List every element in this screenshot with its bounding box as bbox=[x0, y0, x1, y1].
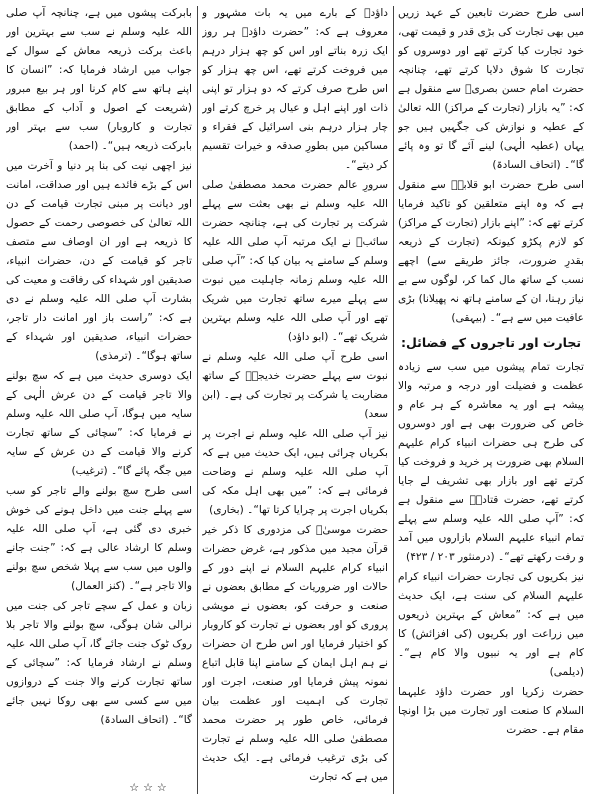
paragraph: حضرت زکریا اور حضرت داؤد علیہما السلام کا صنعت اور تجارت میں بڑا اونچا مقام ہے۔ حضرت bbox=[398, 686, 584, 736]
paragraph: نیز آپ صلی اللہ علیہ وسلم نے اجرت پر بکریاں چرائی ہیں، ایک حدیث میں ہے کہ آپ صلی اللہ علیہ وسلم نے وضاحت فرمائی ہے کہ: ”میں بھی اہل مکہ کی بکریاں اجرت پر چرایا کرتا تھا“۔ (بخاری) bbox=[202, 428, 388, 516]
paragraph: سرورِ عالم حضرت محمد مصطفیٰ صلی اللہ علیہ وسلم نے بھی بعثت سے پہلے شرکت پر تجارت کی ہے، چنانچہ حضرت سائبؓ نے ایک مرتبہ آپ صلی اللہ علیہ وسلم کے سامنے یہ بیان کیا کہ: ”آپ صلی اللہ علیہ وسلم زمانہ جاہلیت میں نبوت سے پہلے میرے ساتھ تجارت میں شریک تھے اور آپ صلی اللہ علیہ وسلم بہترین شریک تھے“۔ (ابو داؤد) bbox=[202, 179, 388, 343]
paragraph: اسی طرح حضرت تابعین کے عہد زریں میں بھی تجارت کی بڑی قدر و قیمت تھی، خود تجارت کیا کرتے تھے اور دوسروں کو تجارت کا شوق دلایا کرتے تھے، چنانچہ حضرت امام حسن بصریؒ سے منقول ہے کہ: ”یہ بازار (تجارت کے مراکز) اللہ تعالیٰ کے عطیہ و نوازش کی جگہیں ہیں جو یہاں (عطیہ الٰہی) لینے آئے گا تو وہ پائے گا“۔ (اتحاف السادۃ) bbox=[398, 7, 584, 171]
paragraph: تجارت تمام پیشوں میں سب سے زیادہ عظمت و فضیلت اور درجہ و مرتبہ والا پیشہ ہے اور یہ معاشرہ کے ہر عام و خاص کی ضرورت بھی ہے اور دوسروں کی طرح ہی حضرات انبیاء کرام علیہم السلام بھی ضرورت پر خرید و فروخت کیا کرتے تھے اور بازار بھی تشریف لے جایا کرتے تھے، حضرت قتادہؒ سے منقول ہے کہ: ”آپ صلی اللہ علیہ وسلم سے پہلے تمام انبیاء علیہم السلام بازاروں میں آمد و رفت رکھتے تھے“۔ (درمنثور ۲۰۳ / ۴۲۳) bbox=[398, 361, 584, 563]
column-divider bbox=[393, 6, 394, 794]
end-stars: ☆☆☆ bbox=[129, 781, 171, 794]
paragraph: ایک دوسری حدیث میں ہے کہ سچ بولنے والا تاجر قیامت کے دن عرش الٰہی کے سایہ میں ہوگا، آپ صلی اللہ علیہ وسلم نے فرمایا کہ: ”سچائی کے ساتھ تجارت کرنے والا قیامت کے دن عرش کے سایہ میں جگہ پائے گا“۔ (ترغیب) bbox=[6, 370, 192, 477]
paragraph: اسی طرح حضرت ابو قلابہؒ سے منقول ہے کہ وہ اپنے متعلقین کو تاکید فرمایا کرتے تھے کہ: ”اپنے بازار (تجارت کے مراکز) کو لازم پکڑو کیونکہ (تجارت کے ذریعہ بقدرِ ضرورت، جائز طریقے سے) اچھے نسب کے ساتھ مال کما کر، لوگوں سے بے نیاز رہنا، ان کے سامنے ہاتھ نہ پھیلانا) بڑی عافیت میں سے ہے“۔ (بیہقی) bbox=[398, 179, 584, 324]
column-middle bbox=[202, 4, 388, 784]
paragraph: اسی طرح آپ صلی اللہ علیہ وسلم نے نبوت سے پہلے حضرت خدیجہؓ کے ساتھ مضاربت یا شرکت پر تجارت کی ہے۔ (ابن سعد) bbox=[202, 351, 388, 420]
paragraph: نیز اچھی نیت کی بنا پر دنیا و آخرت میں اس کے بڑے فائدے ہیں اور صداقت، امانت اور دیانت پر مبنی تجارت قیامت کے دن اللہ تعالیٰ کی خصوصی رحمت کے حصول کا ذریعہ ہے اور ان اوصاف سے متصف تاجر کو قیامت کے دن، حضرات انبیاء، صدیقین اور شہداء کی رفاقت و معیت کی بشارت آپ صلی اللہ علیہ وسلم نے دی ہے کہ: ”راست باز اور امانت دار تاجر، حضرات انبیاء، صدیقین اور شہداء کے ساتھ ہوگا“۔ (ترمذی) bbox=[6, 160, 192, 362]
column-divider bbox=[197, 6, 198, 794]
column-right bbox=[398, 4, 584, 784]
paragraph: زبان و عمل کے سچے تاجر کی جنت میں نرالی شان ہوگی، سچ بولنے والا تاجر بلا روک ٹوک جنت جائے گا، آپ صلی اللہ علیہ وسلم نے ارشاد فرمایا کہ: ”سچائی کے ساتھ تجارت کرنے والا جنت کے دروازوں میں سے کسی سے بھی روکا نہیں جائے گا“۔ (اتحاف السادۃ) bbox=[6, 600, 192, 726]
section-heading: تجارت اور تاجروں کے فضائل: bbox=[400, 335, 582, 350]
column-left bbox=[6, 4, 192, 784]
paragraph: بابرکت پیشوں میں ہے، چنانچہ آپ صلی اللہ علیہ وسلم نے سب سے بہترین اور باعث برکت ذریعہ معاش کے سوال کے جواب میں ارشاد فرمایا کہ: ”انسان کا اپنے ہاتھ سے کام کرنا اور ہر بیع مبرور (شریعت کے اصول و آداب کے مطابق تجارت و کاروبار) سب سے بہتر اور بابرکت ذریعہ ہیں“۔ (احمد) bbox=[6, 7, 192, 152]
paragraph: حضرت موسیٰؑ کی مزدوری کا ذکر خیر قرآن مجید میں مذکور ہے، غرض حضرات انبیاء کرام علیہم السلام نے اپنے دور کے حالات اور ضروریات کے مطابق بعضوں نے صنعت و حرفت کو، بعضوں نے مویشی پروری کو اور بعضوں نے تجارت کو کاروبار کو اختیار فرمایا اور اس طرح ان حضرات نے ہم اہل ایمان کے سامنے اپنا قابل اتباع نمونہ پیش فرمایا اور صنعت، اجرت اور تجارت کی اہمیت اور عظمت بیان فرمائی، خاص طور پر حضرت محمد مصطفیٰ صلی اللہ علیہ وسلم نے تجارت کی بڑی ترغیب فرمائی ہے۔ ایک حدیث میں ہے کہ تجارت bbox=[202, 524, 388, 783]
paragraph: داؤدؑ کے بارے میں یہ بات مشہور و معروف ہے کہ: ”حضرت داؤدؑ ہر روز ایک زرہ بناتے اور اس کو چھ ہزار درہم میں فروخت کرتے تھے، اس چھ ہزار کو اس طرح صرف کرتے کہ دو ہزار تو اپنی ذات اور اپنے اہل و عیال پر خرچ کرتے اور چار ہزار درہم بنی اسرائیل کے فقراء و مساکین میں بطورِ صدقہ و خیرات تقسیم کر دیتے“۔ bbox=[202, 7, 388, 171]
paragraph: نیز بکریوں کی تجارت حضرات انبیاء کرام علیہم السلام کی سنت ہے، ایک حدیث میں ہے کہ: ”معاش کے بہترین ذریعوں میں زراعت اور بکریوں (کی افزائش) کا کام ہے اور یہ نبیوں والا کام ہے“۔ (دیلمی) bbox=[398, 571, 584, 678]
paragraph: اسی طرح سچ بولنے والے تاجر کو سب سے پہلے جنت میں داخل ہونے کی خوش خبری دی گئی ہے، آپ صلی اللہ علیہ وسلم کا ارشاد عالی ہے کہ: ”جنت جانے والوں میں سب سے پہلا شخص سچ بولنے والا تاجر ہے“۔ (کنز العمال) bbox=[6, 485, 192, 592]
